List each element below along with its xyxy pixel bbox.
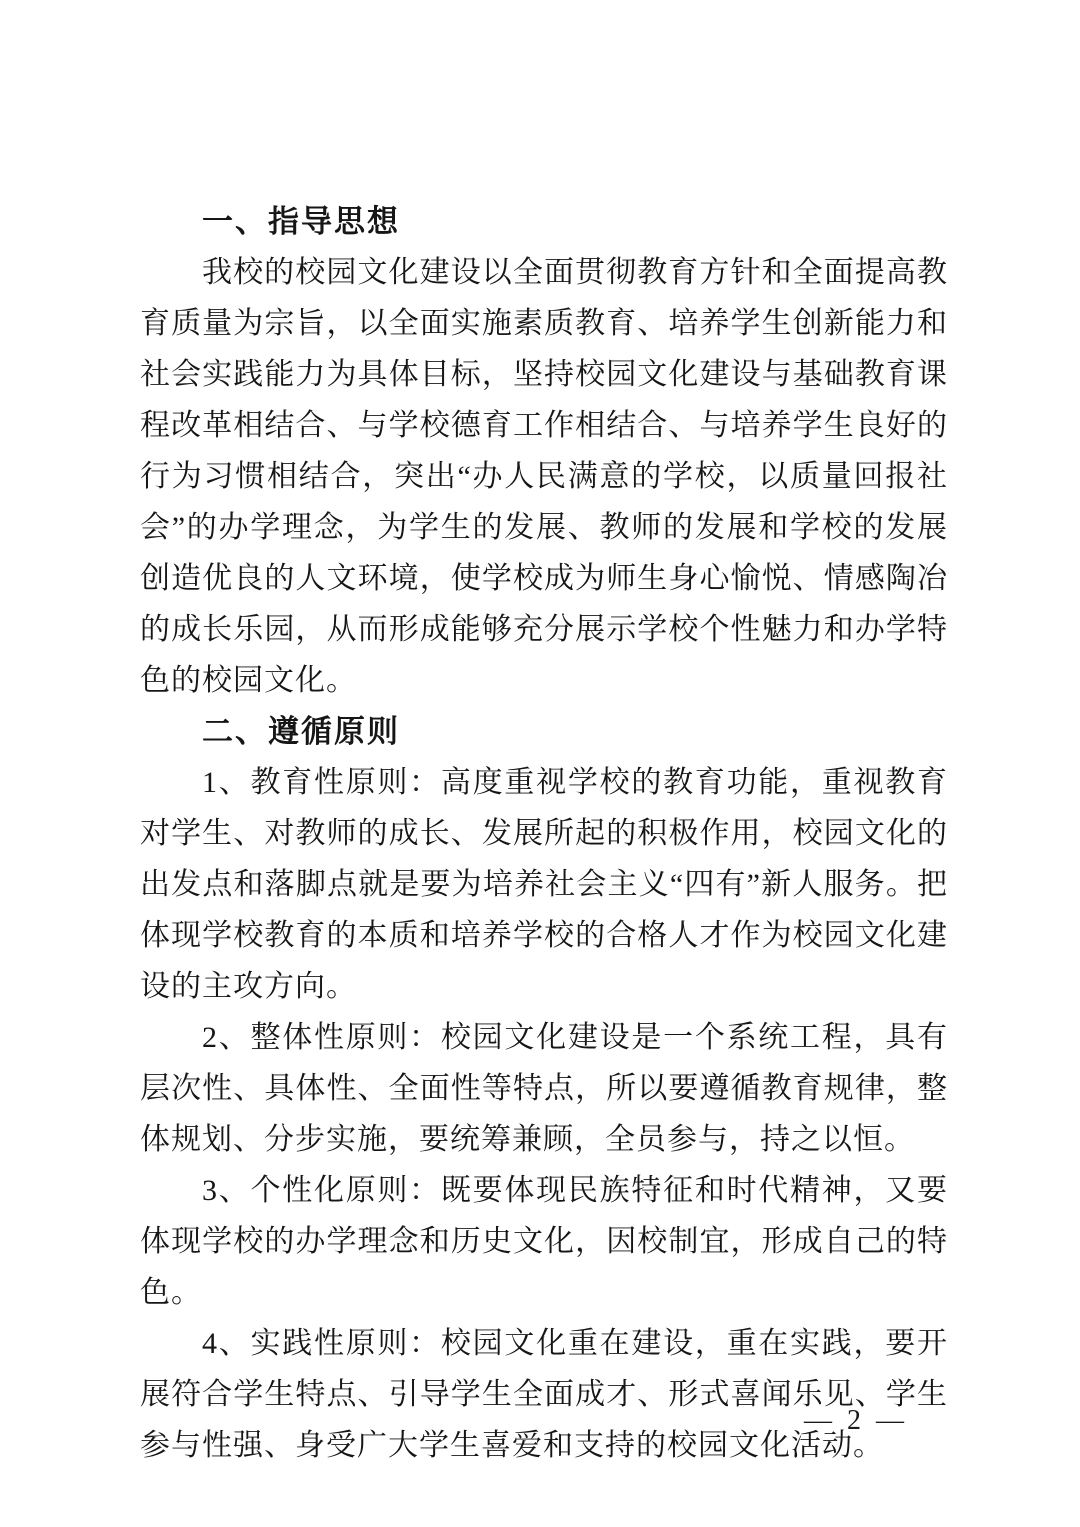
document-blocks — [140, 196, 948, 1471]
section-heading: 一、指导思想 — [202, 204, 400, 239]
body-paragraph: 3、个性化原则：既要体现民族特征和时代精神，又要体现学校的办学理念和历史文化，因校制宜，形成自己的特色。 — [140, 1174, 948, 1309]
body-paragraph: 4、实践性原则：校园文化重在建设，重在实践，要开展符合学生特点、引导学生全面成才、形式喜闻乐见、学生参与性强、身受广大学生喜爱和支持的校园文化活动。 — [140, 1327, 948, 1462]
body-paragraph: 2、整体性原则：校园文化建设是一个系统工程，具有层次性、具体性、全面性等特点，所以要遵循教育规律，整体规划、分步实施，要统筹兼顾，全员参与，持之以恒。 — [140, 1021, 948, 1156]
body-paragraph: 我校的校园文化建设以全面贯彻教育方针和全面提高教育质量为宗旨，以全面实施素质教育、培养学生创新能力和社会实践能力为具体目标，坚持校园文化建设与基础教育课程改革相结合、与学校德育工作相结合、与培养学生良好的行为习惯相结合，突出“办人民满意的学校，以质量回报社会”的办学理念，为学生的发展、教师的发展和学校的发展创造优良的人文环境，使学校成为师生身心愉悦、情感陶冶的成长乐园，从而形成能够充分展示学校个性魅力和办学特色的校园文化。 — [140, 256, 948, 697]
page-number: — 2 — — [804, 1405, 908, 1436]
section-heading: 二、遵循原则 — [202, 714, 400, 749]
body-paragraph: 1、教育性原则：高度重视学校的教育功能，重视教育对学生、对教师的成长、发展所起的积极作用，校园文化的出发点和落脚点就是要为培养社会主义“四有”新人服务。把体现学校教育的本质和培养学校的合格人才作为校园文化建设的主攻方向。 — [140, 766, 948, 1003]
